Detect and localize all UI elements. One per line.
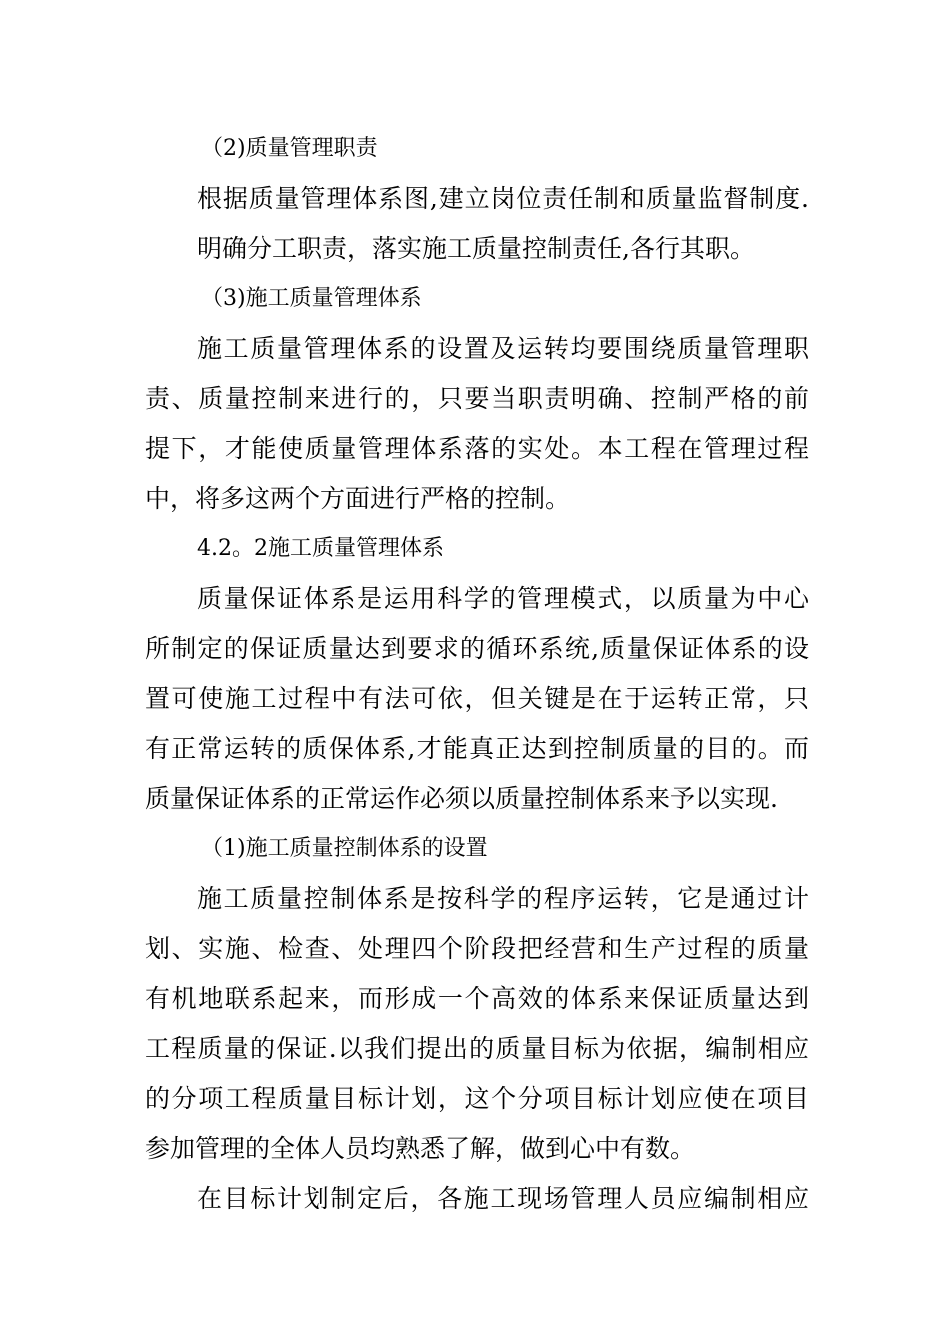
paragraph-quality-assurance <box>145 574 809 824</box>
paragraph-system-setup <box>145 324 809 524</box>
text-line: 在目标计划制定后，各施工现场管理人员应编制相应 <box>197 1184 809 1213</box>
text-line: 有机地联系起来，而形成一个高效的体系来保证质量达到 <box>145 984 809 1013</box>
heading-section-4-2-2: 4.2。2施工质量管理体系 <box>197 536 444 561</box>
text-line: 划、实施、检查、处理四个阶段把经营和生产过程的质量 <box>145 934 809 963</box>
text-line: 施工质量控制体系是按科学的程序运转，它是通过计 <box>197 884 809 913</box>
text-line: 施工质量管理体系的设置及运转均要围绕质量管理职 <box>197 334 809 363</box>
text-line: 根据质量管理体系图,建立岗位责任制和质量监督制度. <box>197 184 809 213</box>
text-line: 有正常运转的质保体系,才能真正达到控制质量的目的。而 <box>145 734 809 763</box>
heading-construction-quality-system: （3)施工质量管理体系 <box>201 286 422 311</box>
text-line: 置可使施工过程中有法可依，但关键是在于运转正常，只 <box>145 684 809 713</box>
paragraph-control-system <box>145 874 809 1174</box>
text-line: 明确分工职责，落实施工质量控制责任,各行其职。 <box>197 234 755 263</box>
heading-control-system-setup: （1)施工质量控制体系的设置 <box>201 836 488 861</box>
text-line: 中，将多这两个方面进行严格的控制。 <box>145 484 571 513</box>
text-line: 责、质量控制来进行的，只要当职责明确、控制严格的前 <box>145 384 809 413</box>
text-line: 工程质量的保证.以我们提出的质量目标为依据，编制相应 <box>145 1034 809 1063</box>
paragraph-duties <box>145 174 809 274</box>
text-line: 质量保证体系是运用科学的管理模式，以质量为中心 <box>197 584 809 613</box>
text-line: 所制定的保证质量达到要求的循环系统,质量保证体系的设 <box>145 634 809 663</box>
document-body <box>145 124 809 1224</box>
heading-quality-management-duties: （2)质量管理职责 <box>201 136 378 161</box>
text-line: 参加管理的全体人员均熟悉了解，做到心中有数。 <box>145 1134 696 1163</box>
text-line: 质量保证体系的正常运作必须以质量控制体系来予以实现. <box>145 784 778 813</box>
paragraph-target-plan <box>145 1174 809 1224</box>
text-line: 提下，才能使质量管理体系落的实处。本工程在管理过程 <box>145 434 809 463</box>
text-line: 的分项工程质量目标计划，这个分项目标计划应使在项目 <box>145 1084 809 1113</box>
